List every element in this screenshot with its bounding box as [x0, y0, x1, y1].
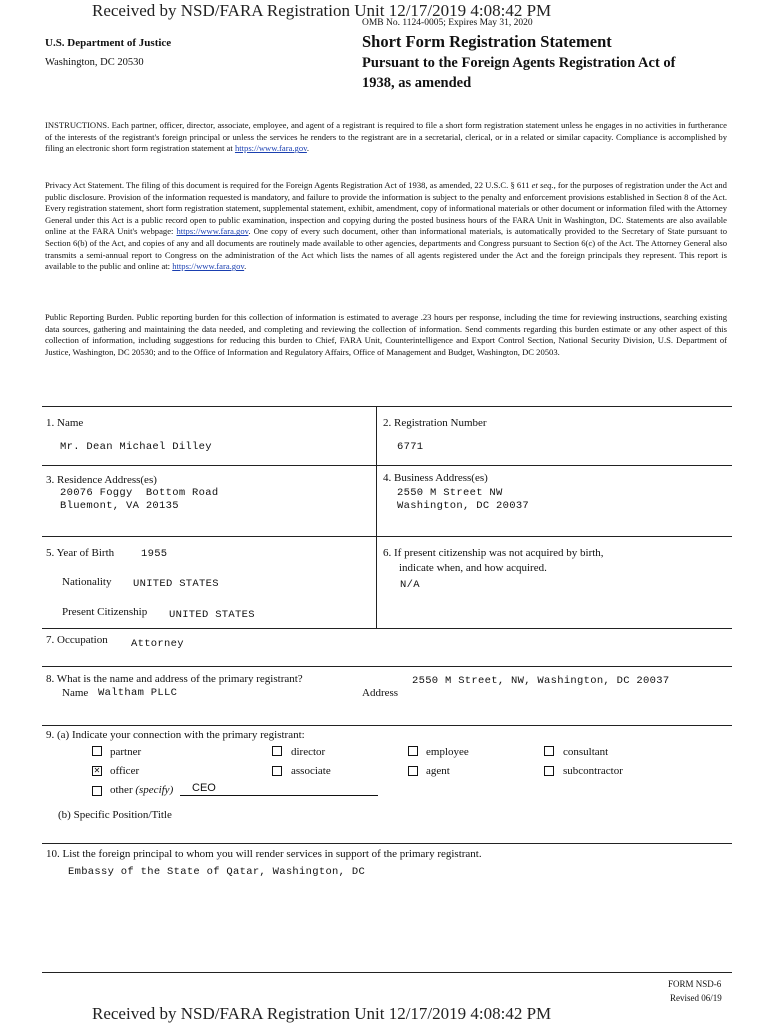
year-of-birth-value[interactable]: 1955: [141, 548, 168, 560]
primary-registrant-label: 8. What is the name and address of the primary registrant?: [46, 673, 303, 685]
consultant-checkbox[interactable]: [544, 746, 554, 756]
partner-checkbox[interactable]: [92, 746, 102, 756]
instructions-paragraph: [45, 120, 727, 155]
form-rule-6: [42, 725, 732, 726]
registration-number-label: 2. Registration Number: [383, 417, 487, 429]
year-of-birth-label: 5. Year of Birth: [46, 547, 115, 559]
business-address-line1[interactable]: 2550 M Street NW: [397, 487, 503, 499]
subcontractor-label: subcontractor: [563, 765, 623, 777]
form-number: FORM NSD-6: [668, 979, 722, 989]
form-rule-2: [42, 465, 732, 466]
citizenship-acquired-label-line2: indicate when, and how acquired.: [399, 562, 547, 574]
business-address-line2[interactable]: Washington, DC 20037: [397, 500, 530, 512]
specify-text: (specify): [135, 784, 174, 796]
privacy-et-seq: et seq.: [531, 180, 554, 190]
associate-label: associate: [291, 765, 331, 777]
privacy-end: .: [244, 261, 247, 272]
citizenship-label: Present Citizenship: [62, 606, 148, 618]
received-stamp-bottom: Received by NSD/FARA Registration Unit 12/17/2019 4:08:42 PM: [92, 1004, 552, 1023]
form-title-line1: Short Form Registration Statement: [362, 32, 612, 51]
employee-label: employee: [426, 746, 469, 758]
other-text: other: [110, 784, 136, 796]
director-label: director: [291, 746, 326, 758]
instructions-end: .: [306, 143, 310, 154]
agent-label: agent: [426, 765, 450, 777]
omb-number: OMB No. 1124-0005; Expires May 31, 2020: [362, 18, 533, 28]
form-title-line2: Pursuant to the Foreign Agents Registration Act of: [362, 55, 676, 71]
citizenship-acquired-value[interactable]: N/A: [400, 579, 420, 591]
nationality-value[interactable]: UNITED STATES: [133, 578, 219, 590]
foreign-principal-label: 10. List the foreign principal to whom you will render services in support of the primary registrant.: [46, 848, 482, 860]
officer-checkbox[interactable]: ✕: [93, 766, 101, 775]
other-checkbox[interactable]: [92, 786, 102, 796]
director-checkbox[interactable]: [272, 746, 282, 756]
citizenship-acquired-label-line1: 6. If present citizenship was not acquired by birth,: [383, 547, 604, 559]
consultant-label: consultant: [563, 746, 609, 758]
form-rule-4: [42, 628, 732, 629]
officer-label: officer: [110, 765, 140, 777]
form-rule-top: [42, 406, 732, 407]
citizenship-value[interactable]: UNITED STATES: [169, 609, 255, 621]
form-rule-3: [42, 536, 732, 537]
burden-paragraph: Public Reporting Burden. Public reporting burden for this collection of information is estimated to average .23 hours per response, including the time for reviewing instructions, searching existing data sources, gathering and maintaining the data needed, and completing and reviewing the collection of information. Send comments regarding this burden estimate or any other aspect of this collection of information, including suggestions for reducing this burden to Chief, FARA Unit, Counterintelligence and Export Control Section, National Security Division, U.S. Department of Justice, Washington, DC 20530; and to the Office of Information and Regulatory Affairs, Office of Management and Budget, Washington, DC 20503.: [45, 312, 727, 357]
residence-address-label: 3. Residence Address(es): [46, 474, 157, 486]
name-value[interactable]: Mr. Dean Michael Dilley: [60, 441, 212, 453]
specific-position-label: (b) Specific Position/Title: [58, 809, 172, 821]
foreign-principal-value[interactable]: Embassy of the State of Qatar, Washington, DC: [68, 866, 366, 878]
form-rule-5: [42, 666, 732, 667]
department-name: U.S. Department of Justice: [45, 37, 172, 49]
partner-label: partner: [110, 746, 142, 758]
employee-checkbox[interactable]: [408, 746, 418, 756]
other-label: [110, 784, 173, 796]
privacy-text-1: Privacy Act Statement. The filing of this document is required for the Foreign Agents Registration Act of 1938, as amended, 22 U.S.C. § 611: [45, 180, 532, 190]
received-stamp-top: Received by NSD/FARA Registration Unit 12/17/2019 4:08:42 PM: [92, 1, 552, 20]
residence-address-line2[interactable]: Bluemont, VA 20135: [60, 500, 179, 512]
occupation-label: 7. Occupation: [46, 634, 108, 646]
nationality-label: Nationality: [62, 576, 112, 588]
form-title-line3: 1938, as amended: [362, 75, 472, 91]
form-rule-7: [42, 843, 732, 844]
other-specify-value: CEO: [192, 782, 216, 794]
department-city: Washington, DC 20530: [45, 57, 144, 68]
form-rule-bottom: [42, 972, 732, 973]
fara-link-privacy-2[interactable]: https://www.fara.gov: [172, 261, 245, 272]
privacy-act-paragraph: [45, 180, 727, 273]
associate-checkbox[interactable]: [272, 766, 282, 776]
registrant-name-label: Name: [62, 687, 89, 699]
residence-address-line1[interactable]: 20076 Foggy Bottom Road: [60, 487, 219, 499]
fara-link[interactable]: https://www.fara.gov: [234, 143, 307, 154]
occupation-value[interactable]: Attorney: [131, 638, 184, 650]
agent-checkbox[interactable]: [408, 766, 418, 776]
connection-label: 9. (a) Indicate your connection with the primary registrant:: [46, 729, 305, 741]
privacy-text-2: , for the purposes of registration under the Act and public disclosure. Provision of the information requested is mandatory, and failure to provide the information is subject to the penalty and enforcement provisions established in Section 8 of the Act. Every registration statement, short form registration statement, supplemental statement, exhibit, amendment, copy of informational materials or other document or information filed with the Attorney General under this Act is a public record open to public examination, inspection and copying during the posted business hours of the FARA Unit in Washington, DC. Statements are also available online at the FARA Unit's webpage:: [45, 180, 727, 237]
instructions-text: INSTRUCTIONS. Each partner, officer, director, associate, employee, and agent of a registrant is required to file a short form registration statement unless he engages in no activities in furtherance of the interests of the registrant's foreign principal or unless the services he renders to the registrant are in a secretarial, clerical, or in a related or similar capacity. Compliance is accomplished by filing an electronic short form registration statement at: [45, 120, 727, 154]
privacy-text-3: . One copy of every such document, other than informational materials, is automatically provided to the Secretary of State pursuant to Section 6(b) of the Act, and copies of any and all documents are routinely made available to other agencies, departments and Congress pursuant to Section 6(c) of the Act. The Attorney General also transmits a semi-annual report to Congress on the administration of the Act which lists the names of all agents registered under the Act and the foreign principals they represent. This report is available to the public and online at:: [45, 226, 727, 272]
subcontractor-checkbox[interactable]: [544, 766, 554, 776]
other-specify-input[interactable]: [180, 781, 378, 796]
form-divider-vertical: [376, 406, 377, 628]
registrant-address-value[interactable]: 2550 M Street, NW, Washington, DC 20037: [412, 675, 670, 687]
registrant-address-label: Address: [362, 687, 399, 699]
form-revision: Revised 06/19: [670, 993, 722, 1003]
registrant-name-value[interactable]: Waltham PLLC: [98, 687, 178, 699]
name-label: 1. Name: [46, 417, 84, 429]
fara-link-privacy-1[interactable]: https://www.fara.gov: [176, 226, 249, 237]
business-address-label: 4. Business Address(es): [383, 472, 488, 484]
registration-number-value[interactable]: 6771: [397, 441, 424, 453]
